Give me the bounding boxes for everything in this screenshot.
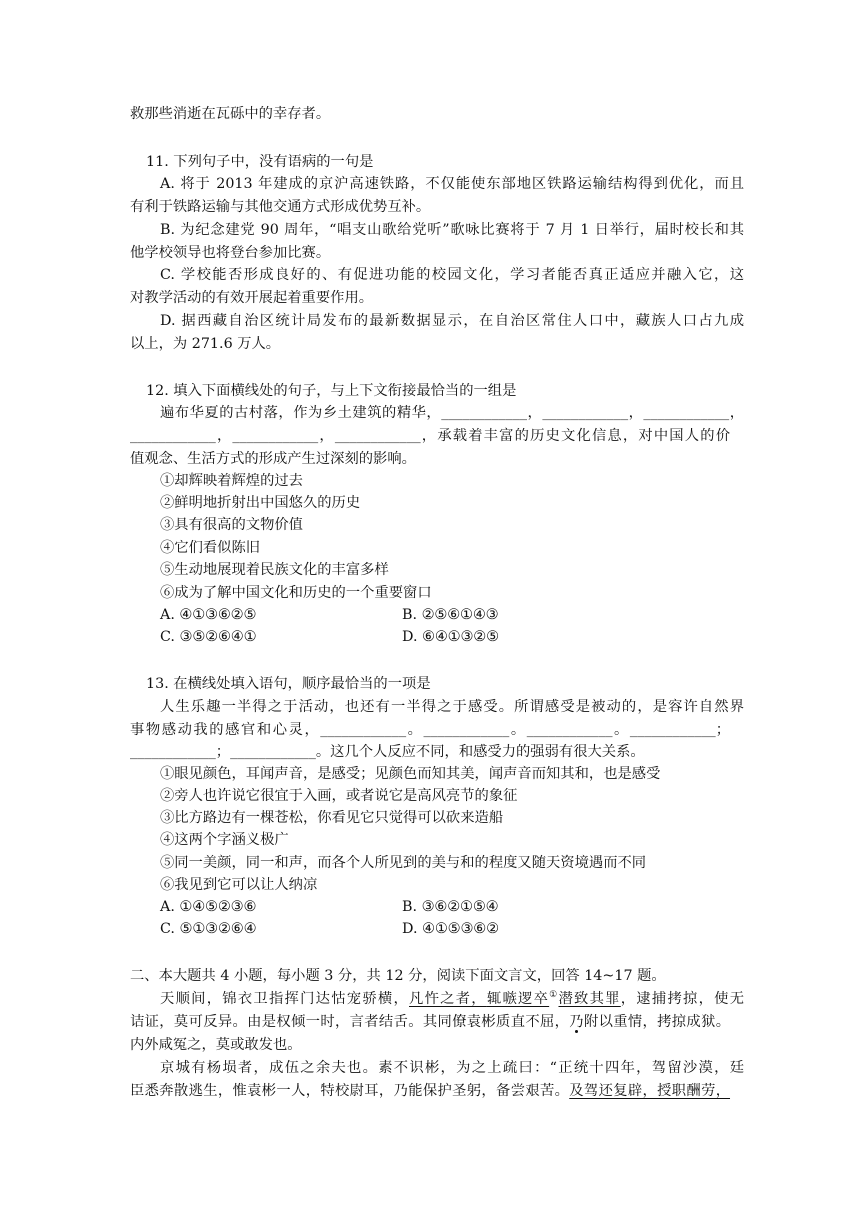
q13-item: ②旁人也许说它很宜于入画，或者说它是高风亮节的象征 (160, 788, 518, 804)
part2-para1-line3: 内外咸冤之，莫或敢发也。 (130, 1037, 302, 1053)
q12-passage-line2: ____________，____________，____________，承载着丰富的历史文化信息，对中国人的价 (130, 428, 730, 444)
q12-item: ②鲜明地折射出中国悠久的历史 (160, 495, 361, 511)
q12-option-b: B. ②⑤⑥①④③ (402, 607, 499, 623)
q11-option-d-line1: D. 据西藏自治区统计局发布的最新数据显示，在自治区常住人口中，藏族人口占九成 (160, 313, 744, 329)
q13-item: ③比方路边有一棵苍松，你看见它只觉得可以砍来造船 (160, 810, 504, 826)
q12-option-c: C. ③⑤②⑥④① (160, 629, 257, 645)
q13-passage-line3: ____________；____________。这几个人反应不同，和感受力的强弱有很大关系。 (130, 744, 645, 760)
q11-option-b-line1: B. 为纪念建党 90 周年，“唱支山歌给党听”歌咏比赛将于 7 月 1 日举行，届时校长和其 (160, 222, 744, 238)
q13-item: ⑥我见到它可以让人纳凉 (160, 877, 318, 893)
q13-passage-line1: 人生乐趣一半得之于活动，也还有一半得之于感受。所谓感受是被动的，是容许自然界 (160, 699, 744, 715)
part2-para2-line1: 京城有杨埙者，成伍之余夫也。素不识彬，为之上疏曰：“正统十四年，驾留沙漠，廷 (160, 1060, 744, 1076)
q12-item: ④它们看似陈旧 (160, 540, 261, 556)
q11-option-a-line2: 有利于铁路运输与其他交通方式形成优势互补。 (130, 199, 431, 215)
q12-passage-line1: 遍布华夏的古村落，作为乡土建筑的精华，____________，____________，____________， (160, 405, 744, 421)
footnote-mark: ① (549, 990, 559, 1001)
q12-item: ③具有很高的文物价值 (160, 517, 303, 533)
underlined-phrase: 凡忤之者， (409, 991, 487, 1007)
q13-item: ①眼见颜色，耳闻声音，是感受；见颜色而知其美，闻声音而知其和，也是感受 (160, 766, 661, 782)
q11-option-a-line1: A. 将于 2013 年建成的京沪高速铁路，不仅能使东部地区铁路运输结构得到优化，而且 (160, 176, 744, 192)
q12-item: ⑥成为了解中国文化和历史的一个重要窗口 (160, 585, 432, 601)
underlined-phrase: 辄嗾逻卒 (486, 991, 550, 1007)
q12-option-a: A. ④①③⑥②⑤ (160, 607, 257, 623)
emphasis-dot-char: 乃 (569, 1014, 584, 1030)
part2-para1-line2: 诘证，莫可反异。由是权倾一时，言者结舌。其同僚袁彬质直不屈，乃附以重情，拷掠成狱。 (130, 1014, 731, 1030)
q12-item: ①却辉映着辉煌的过去 (160, 473, 303, 489)
q13-option-d: D. ④①⑤③⑥② (402, 921, 499, 937)
part2-para1-line1: 天顺间，锦衣卫指挥门达怙宠骄横，凡忤之者，辄嗾逻卒①潜致其罪，逮捕拷掠，使无 (160, 990, 745, 1007)
q13-option-b: B. ③⑥②①⑤④ (402, 899, 499, 915)
q12-item: ⑤生动地展现着民族文化的丰富多样 (160, 562, 389, 578)
q11-option-b-line2: 他学校领导也将登台参加比赛。 (130, 245, 331, 261)
q11-option-c-line2: 对教学活动的有效开展起着重要作用。 (130, 290, 374, 306)
part2-heading: 二、本大题共 4 小题，每小题 3 分，共 12 分，阅读下面文言文，回答 14~17 题。 (130, 968, 666, 984)
q12-stem: 12. 填入下面横线处的句子，与上下文衔接最恰当的一组是 (146, 383, 517, 399)
q11-option-c-line1: C. 学校能否形成良好的、有促进功能的校园文化，学习者能否真正适应并融入它，这 (160, 267, 744, 283)
q13-option-a: A. ①④⑤②③⑥ (160, 899, 257, 915)
q12-option-d: D. ⑥④①③②⑤ (402, 629, 499, 645)
q12-passage-line3: 值观念、生活方式的形成产生过深刻的影响。 (130, 451, 416, 467)
underlined-phrase: 及驾还复辟，授职酬劳， (569, 1083, 731, 1099)
q13-item: ④这两个字涵义极广 (160, 832, 289, 848)
q13-option-c: C. ⑤①③②⑥④ (160, 921, 257, 937)
q13-passage-line2: 事物感动我的感官和心灵，____________。____________。____________。____________； (130, 722, 730, 738)
q11-option-d-line2: 以上，为 271.6 万人。 (130, 336, 281, 352)
q13-stem: 13. 在横线处填入语句，顺序最恰当的一项是 (146, 676, 431, 692)
intro-tail: 救那些消逝在瓦砾中的幸存者。 (130, 106, 331, 122)
q11-stem: 11. 下列句子中，没有语病的一句是 (146, 154, 374, 170)
underlined-phrase: 潜致其罪 (558, 991, 621, 1007)
q13-item: ⑤同一美颜，同一和声，而各个人所见到的美与和的程度又随天资境遇而不同 (160, 855, 647, 871)
part2-para2-line2: 臣悉奔散逃生，惟袁彬一人，特校尉耳，乃能保护圣躬，备尝艰苦。及驾还复辟，授职酬劳， (130, 1083, 731, 1099)
